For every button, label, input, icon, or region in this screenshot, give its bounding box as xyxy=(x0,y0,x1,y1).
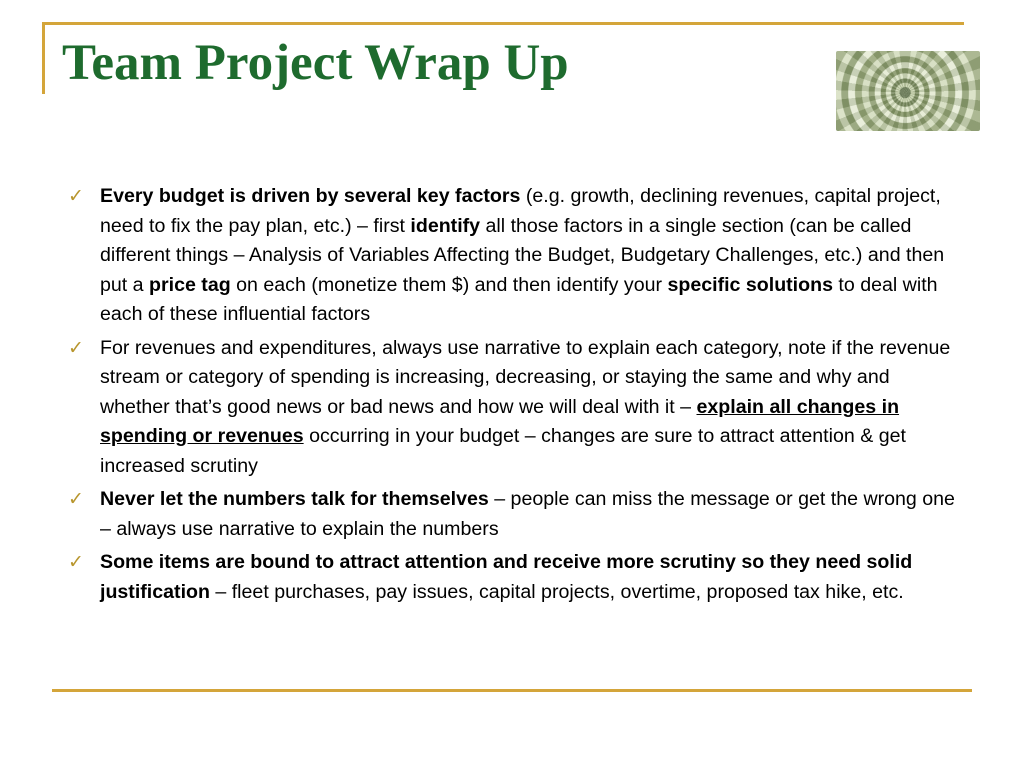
checkmark-icon: ✓ xyxy=(68,185,84,207)
bullet-run: For revenues and expenditures, always use narrative to explain each category, note if the revenue stream or category of spending is increasing, decreasing, or staying the same and why and whether that’s good news or bad news and how we will deal with it – xyxy=(100,336,951,418)
slide-title: Team Project Wrap Up xyxy=(62,35,569,91)
bullet-run: to deal with each of these influential factors xyxy=(100,273,938,325)
bullet-run: – fleet purchases, pay issues, capital projects, overtime, proposed tax hike, etc. xyxy=(209,580,904,603)
top-border-line xyxy=(42,22,964,25)
bullet-run: price tag xyxy=(149,273,231,296)
bullet-run: Every budget is driven by several key factors xyxy=(100,185,521,207)
bullet-item xyxy=(64,334,964,482)
bullet-run: occurring in your budget – changes are sure to attract attention & get increased scrutiny xyxy=(100,425,906,477)
bullet-run: on each (monetize them $) and then identify your xyxy=(230,273,668,296)
bullet-run: Never let the numbers talk for themselves xyxy=(100,488,489,510)
money-spiral-image xyxy=(836,51,980,131)
bottom-border-line xyxy=(52,689,972,692)
bullet-item xyxy=(64,485,964,544)
bullet-run: Some items are bound to attract attention and receive more scrutiny so they need solid justification xyxy=(100,551,913,603)
left-border-line xyxy=(42,22,45,94)
bullet-list xyxy=(64,182,964,611)
checkmark-icon: ✓ xyxy=(68,488,84,510)
bullet-item xyxy=(64,548,964,607)
bullet-run: identify xyxy=(410,214,481,237)
bullet-run: – people can miss the message or get the wrong one – always use narrative to explain the numbers xyxy=(100,488,955,540)
bullet-run: specific solutions xyxy=(667,273,833,296)
checkmark-icon: ✓ xyxy=(68,551,84,573)
bullet-run: explain all changes in spending or revenues xyxy=(100,395,900,447)
bullet-item xyxy=(64,182,964,330)
bullet-run: all those factors in a single section (can be called different things – Analysis of Variables Affecting the Budget, Budgetary Challenges, etc.) and then put a xyxy=(100,214,945,296)
checkmark-icon: ✓ xyxy=(68,336,84,359)
bullet-run: (e.g. growth, declining revenues, capital project, need to fix the pay plan, etc.) – first xyxy=(100,185,941,237)
